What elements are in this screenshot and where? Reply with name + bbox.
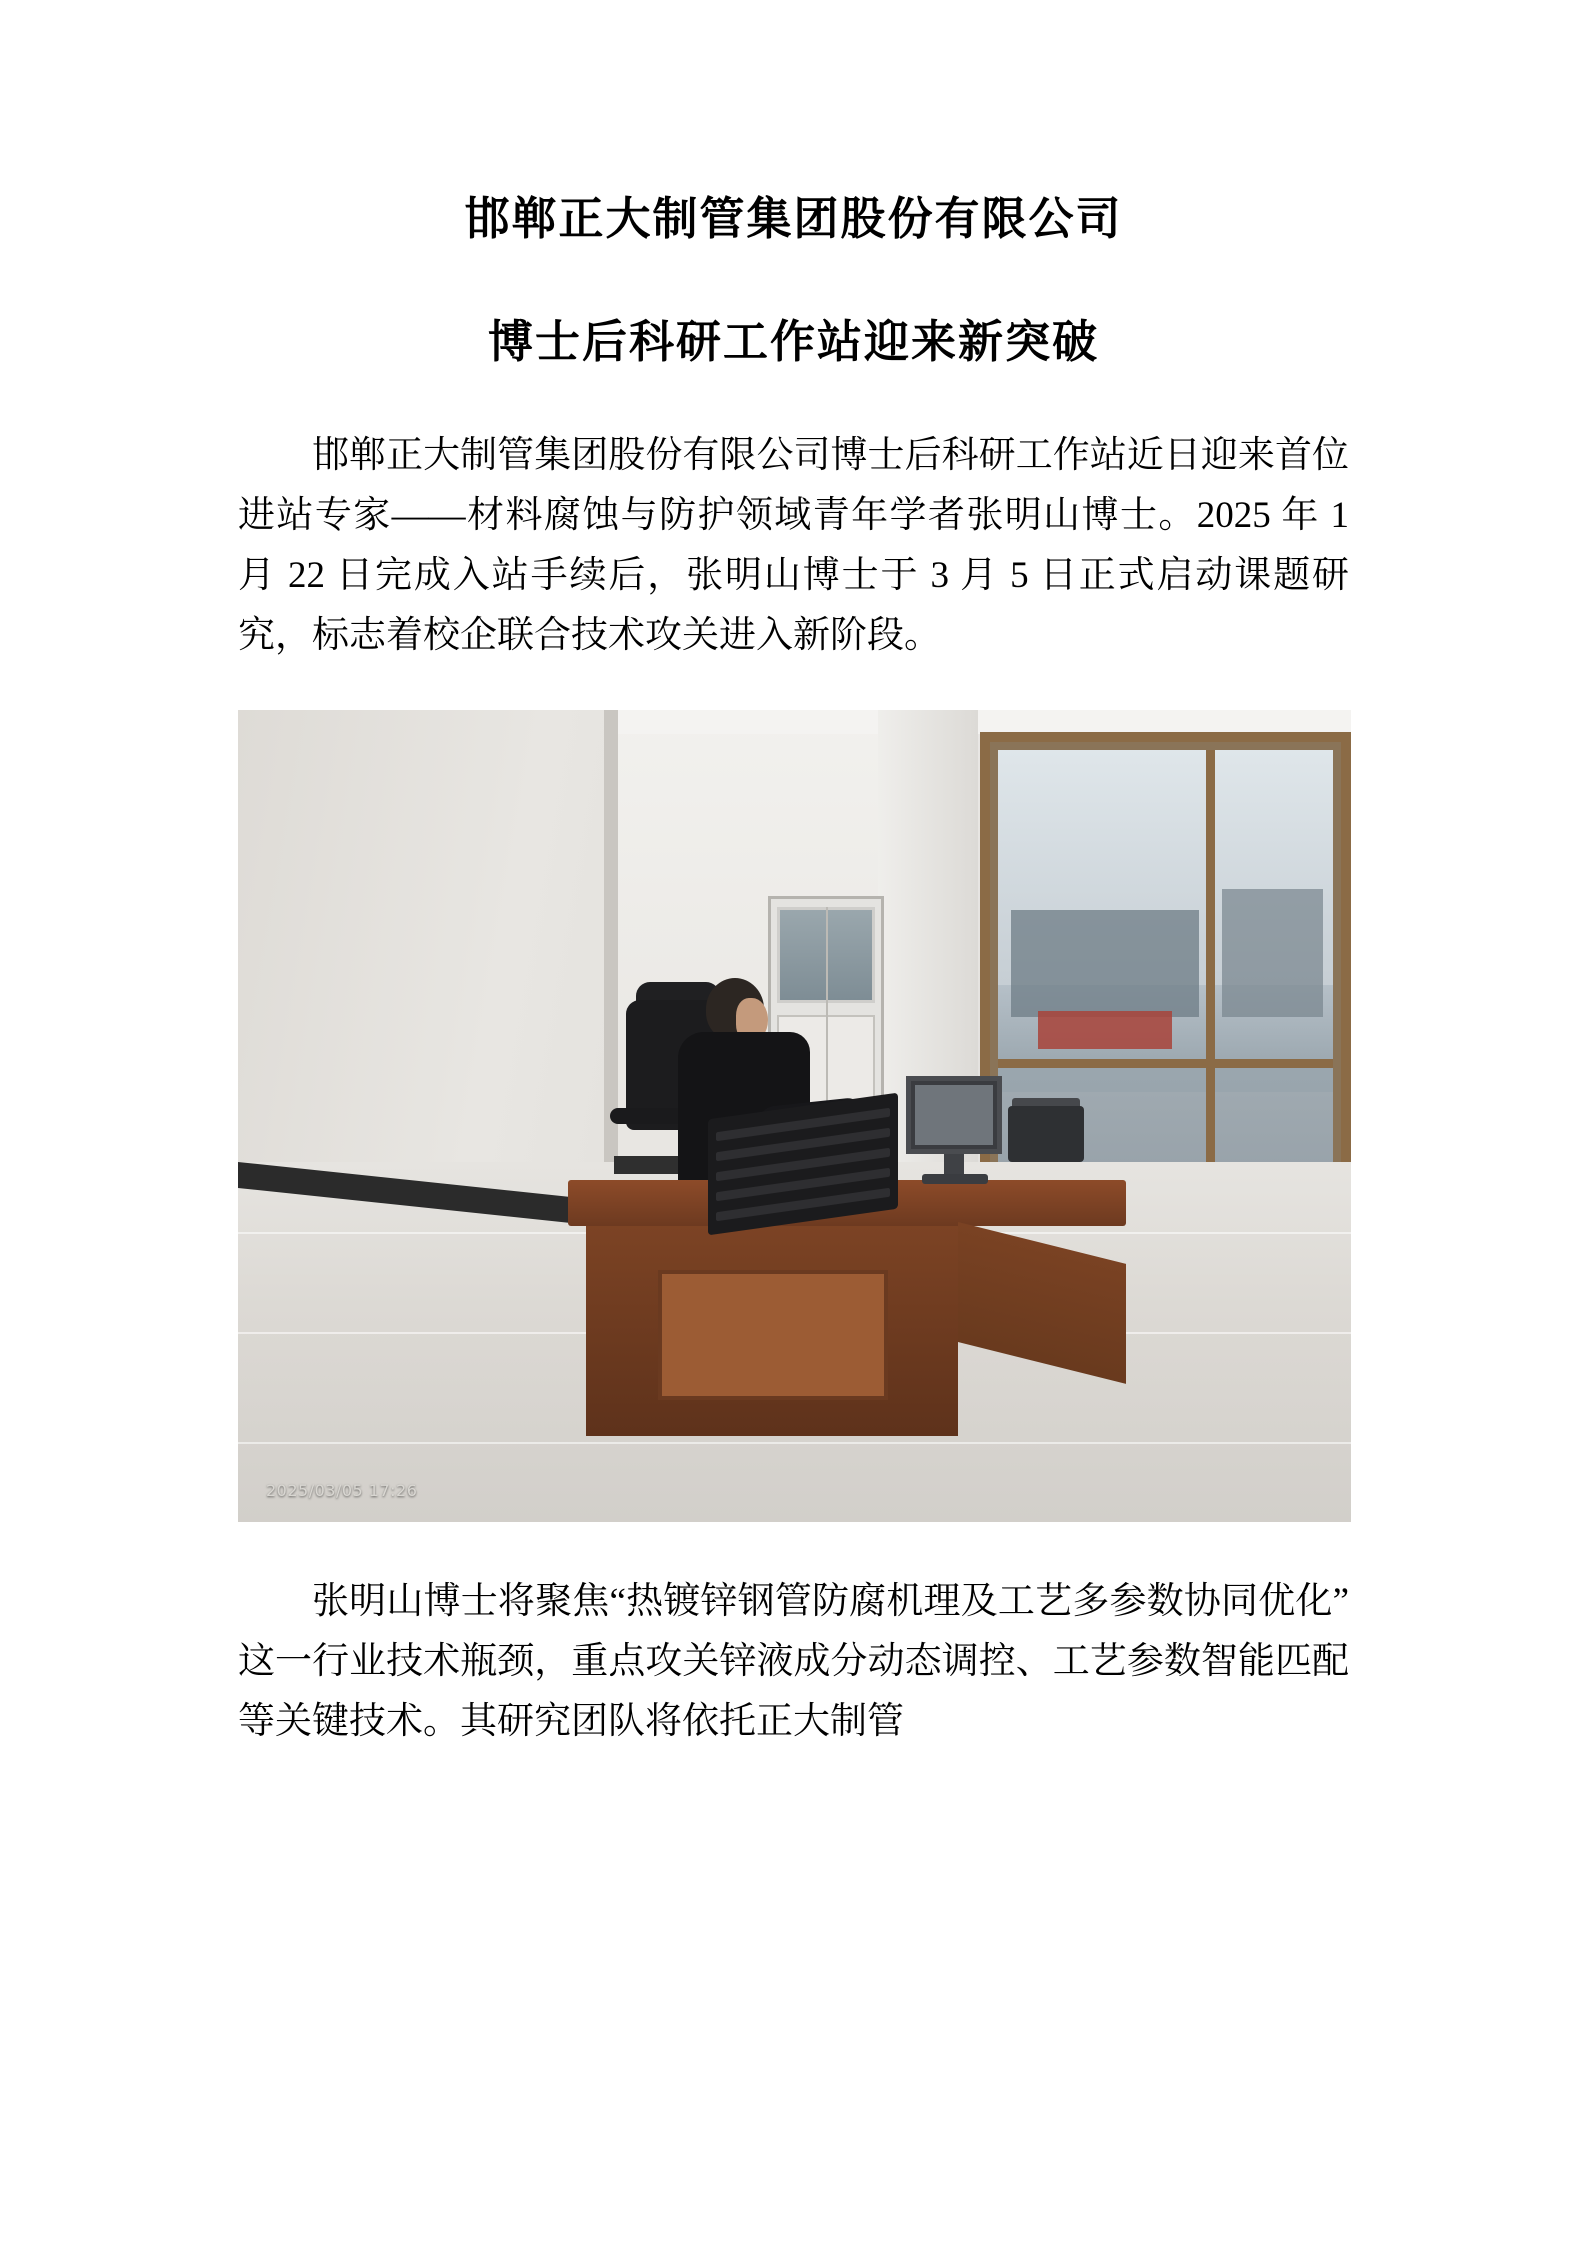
ceiling-strip — [616, 710, 1351, 734]
paragraph-2: 张明山博士将聚焦“热镀锌钢管防腐机理及工艺多参数协同优化”这一行业技术瓶颈，重点攻关锌液成分动态调控、工艺参数智能匹配等关键技术。其研究团队将依托正大制管 — [238, 1580, 1349, 1742]
window-building-left — [1011, 910, 1199, 1017]
title-block — [238, 0, 1349, 368]
computer-monitor — [906, 1076, 1002, 1154]
paragraph-1: 邯郸正大制管集团股份有限公司博士后科研工作站近日迎来首位进站专家——材料腐蚀与防护领域青年学者张明山博士。2025 年 1 月 22 日完成入站手续后，张明山博士于 3 月 5 日正式启动课题研究，标志着校企联合技术攻关进入新阶段。 — [238, 435, 1349, 656]
photo-timestamp: 2025/03/05 17:26 — [266, 1480, 418, 1500]
page-title-line-1: 邯郸正大制管集团股份有限公司 — [464, 192, 1123, 245]
monitor-stand — [944, 1154, 964, 1176]
photo-canvas — [238, 710, 1351, 1522]
desk-decor-panel — [658, 1270, 888, 1400]
window-building-right — [1222, 889, 1323, 1017]
office-photo — [238, 710, 1351, 1522]
window-mullion-horizontal — [998, 1059, 1333, 1068]
monitor-screen — [915, 1085, 993, 1145]
monitor-base — [922, 1174, 988, 1184]
printer — [1008, 1106, 1084, 1162]
window-red-banner — [1038, 1011, 1172, 1048]
page-title-line-2: 博士后科研工作站迎来新突破 — [487, 315, 1099, 368]
